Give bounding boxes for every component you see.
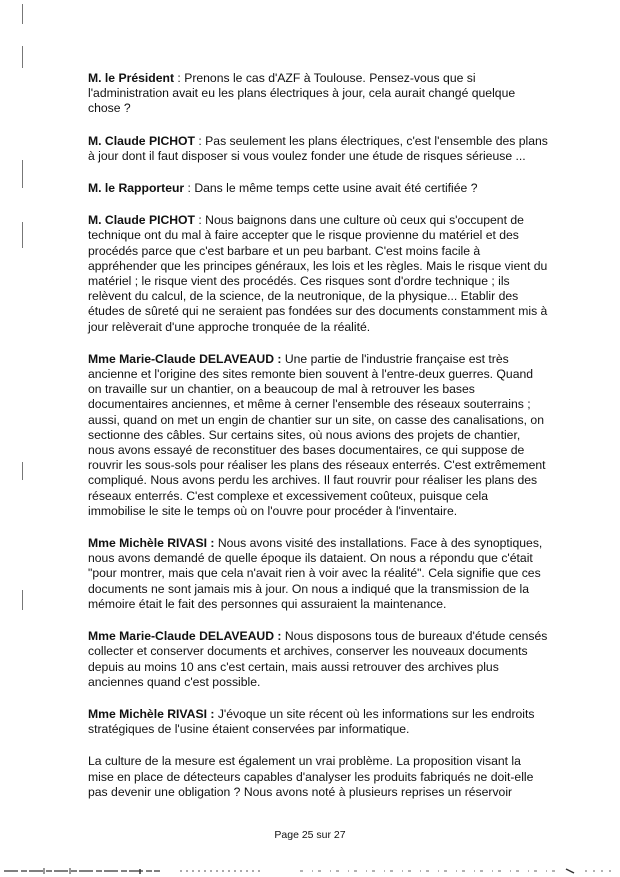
speaker-name: Mme Marie-Claude DELAVEAUD :	[88, 629, 282, 644]
separator: :	[184, 181, 195, 196]
paragraph	[88, 71, 548, 117]
paragraph	[88, 213, 548, 335]
speaker-name: M. le Rapporteur	[88, 181, 185, 196]
paragraph-text: Nous avons visité des installations. Face à des synoptiques, nous avons demandé de quelle époque ils dataient. On nous a répondu que c'était "pour montrer, mais que cela n'avait rien à voir avec la réalité". Cela signifie que ces documents ne sont jamais mis à jour. On nous a indiqué que la transmission de la mémoire était le fait des personnes qui assuraient la maintenance.	[88, 536, 543, 611]
separator: :	[174, 71, 185, 85]
scan-edge-mark	[22, 160, 23, 188]
speaker-name: Mme Michèle RIVASI :	[88, 706, 215, 721]
scan-edge-mark	[22, 462, 23, 480]
paragraph-text: Pas seulement les plans électriques, c'est l'ensemble des plans à jour dont il faut disposer si vous voulez fonder une étude de risques sérieuse ...	[88, 133, 548, 163]
paragraph	[88, 181, 548, 196]
speaker-name: M. Claude PICHOT	[88, 213, 195, 228]
paragraph	[88, 707, 548, 737]
paragraph-text: Dans le même temps cette usine avait été certifiée ?	[194, 181, 478, 196]
scan-edge-mark	[22, 46, 23, 68]
paragraph-text: Nous baignons dans une culture où ceux qui s'occupent de technique ont du mal à faire accepter que le risque provienne du matériel et des procédés parce que c'est barbare et un peu barbant. C'est moins facile à appréhender que les principes généraux, les lois et les règles. Mais le risque vient du matériel ; le risque vient des procédés. Ces risques sont d'ordre technique ; ils relèvent du calcul, de la science, de la neutronique, de la physique... Etablir des études de sûreté qui ne seraient pas fondées sur des documents constamment mis à jour relèverait d'une approche tronquée de la réalité.	[88, 213, 548, 334]
speaker-name: Mme Michèle RIVASI :	[88, 536, 215, 551]
separator: :	[195, 213, 206, 228]
paragraph-text: Une partie de l'industrie française est très ancienne et l'origine des sites remonte bien souvent à l'entre-deux guerres. Quand on travaille sur un chantier, on a beaucoup de mal à retrouver les bases documentaires anciennes, et même à cerner l'ensemble des réseaux souterrains ; aussi, quand on met un engin de chantier sur un site, on casse des canalisations, on sectionne des câbles. Sur certains sites, où nous avions des projets de chantier, nous avons essayé de reconstituer des bases documentaires, ce qui suppose de rouvrir les sous-sols pour réaliser les plans des réseaux enterrés. C'est extrêmement compliqué. Nous avons perdu les archives. Il faut rouvrir pour réaliser les plans des réseaux enterrés. C'est complexe et excessivement coûteux, puisque cela immobilise le site le temps où on l'ouvre pour procéder à l'inventaire.	[88, 351, 546, 518]
paragraph-text: La culture de la mesure est également un vrai problème. La proposition visant la mise en place de détecteurs capables d'analyser les produits fabriqués ne doit-elle pas devenir une obligation ? Nous avons noté à plusieurs reprises un réservoir	[88, 754, 534, 799]
speaker-name: M. le Président	[88, 71, 175, 85]
document-body	[88, 71, 548, 817]
paragraph	[88, 352, 548, 519]
paragraph	[88, 629, 548, 690]
separator: :	[195, 133, 206, 148]
speaker-name: M. Claude PICHOT	[88, 133, 195, 148]
paragraph	[88, 536, 548, 612]
paragraph	[88, 134, 548, 164]
paragraph-text: Nous disposons tous de bureaux d'étude censés collecter et conserver documents et archives, conserver les nouveaux documents depuis au moins 10 ans c'est certain, mais aussi retrouver des archives plus anciennes quand c'est possible.	[88, 629, 548, 689]
scan-edge-mark	[22, 222, 23, 248]
paragraph-text: Prenons le cas d'AZF à Toulouse. Pensez-vous que si l'administration avait eu les plans électriques à jour, cela aurait changé quelque chose ?	[88, 71, 516, 116]
page-number: Page 25 sur 27	[274, 829, 346, 841]
paragraph-text: J'évoque un site récent où les informations sur les endroits stratégiques de l'usine étaient conservées par informatique.	[88, 706, 535, 737]
scan-edge-mark	[22, 590, 23, 610]
paragraph	[88, 754, 548, 800]
scan-edge-mark	[22, 4, 23, 24]
speaker-name: Mme Marie-Claude DELAVEAUD :	[88, 351, 282, 366]
scan-bottom-edge	[0, 868, 620, 874]
